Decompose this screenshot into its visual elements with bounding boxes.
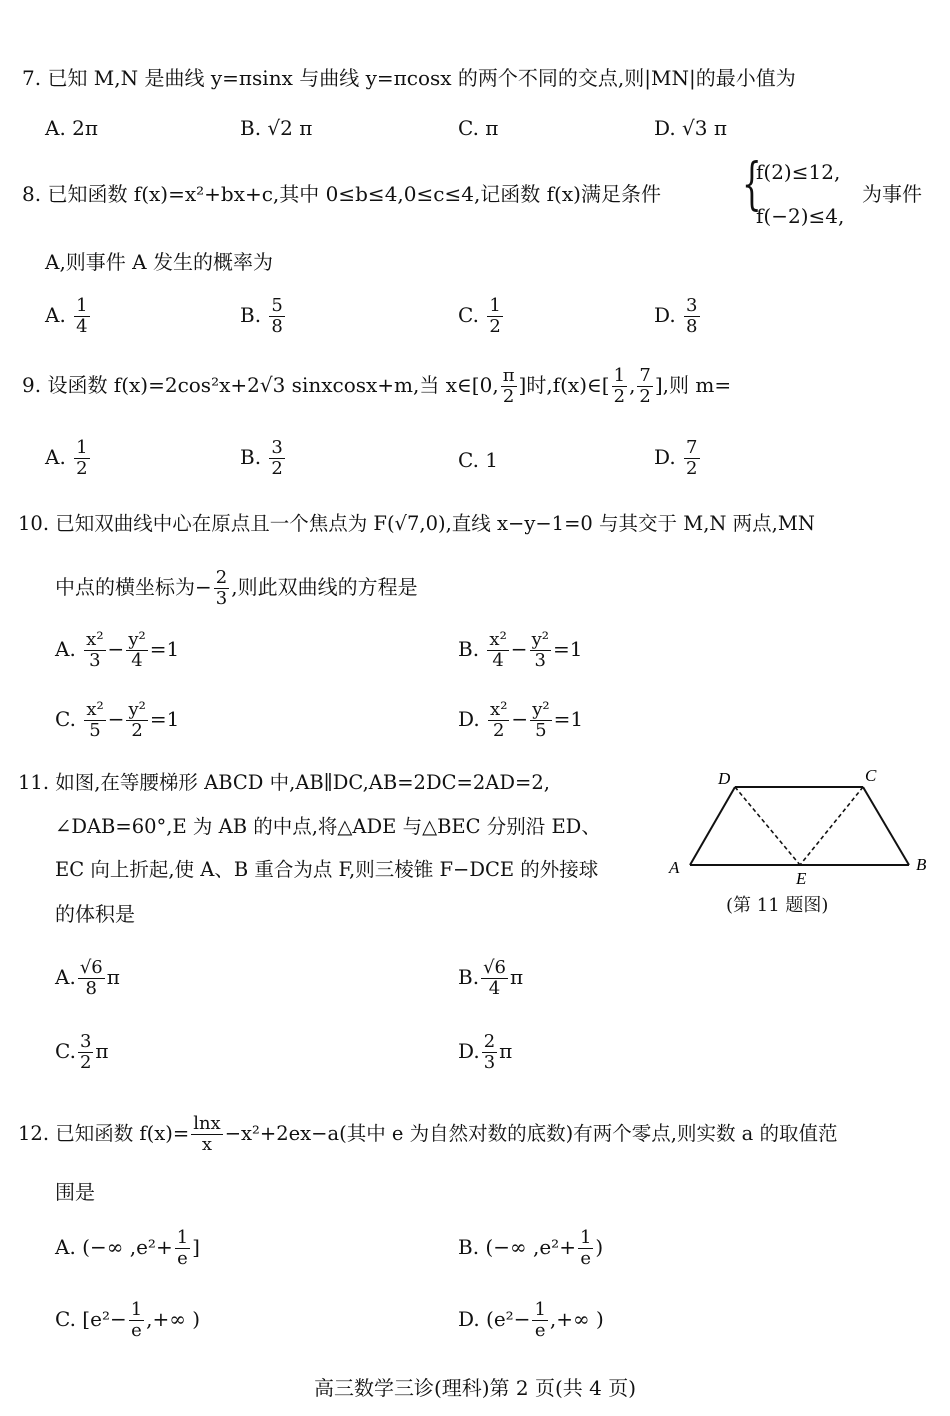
q11-option-d: D. $\frac{2}{3}$ π [458,1031,513,1073]
q7-stem: 7. 已知 M,N 是曲线 y=πsinx 与曲线 y=πcosx 的两个不同的交点,则|MN|的最小值为 [22,66,796,90]
label-c: C [865,766,877,785]
q8-option-b [240,296,287,337]
q10-option-d: D. $\frac{\text{x²}}{2}$ − $\frac{\text{y²}}{5}$ =1 [458,699,584,741]
q11-line-2: ∠DAB=60°,E 为 AB 的中点,将△ADE 与△BEC 分别沿 ED、 [55,815,601,838]
q8-stem-tail: 为事件 [862,182,922,206]
q10-option-b: B. $\frac{\text{x²}}{4}$ − $\frac{\text{y²}}{3}$ =1 [458,629,583,671]
trapezoid-figure [665,760,940,885]
q8-option-c [458,296,505,337]
edge-cb [863,787,909,865]
q7-option-b: B. √2 π [240,116,313,140]
q9-option-a [45,438,92,479]
label-e: E [796,869,807,885]
q11-line-3: EC 向上折起,使 A、B 重合为点 F,则三棱锥 F−DCE 的外接球 [55,858,599,881]
q10-option-a: A. $\frac{\text{x²}}{3}$ − $\frac{\text{y²}}{4}$ =1 [55,629,180,671]
q12-option-d: D. (e²− $\frac{1}{e}$ ,+∞ ) [458,1299,604,1341]
q12-option-b: B. (−∞ ,e²+ $\frac{1}{e}$ ) [458,1227,604,1269]
fraction: $\frac{3}{2}$ [271,437,283,479]
fraction: $\frac{1}{2}$ [76,437,88,479]
q11-line-1: 11. 如图,在等腰梯形 ABCD 中,AB∥DC,AB=2DC=2AD=2, [18,771,550,794]
figure-caption: (第 11 题图) [726,895,829,916]
option-label: C. [458,303,479,327]
label-d: D [718,769,731,788]
option-label: B. [240,303,262,327]
q11-option-c: C. $\frac{3}{2}$ π [55,1031,109,1073]
fold-ce [800,787,863,865]
option-label: D. [654,445,676,469]
q9-stem: 9. 设函数 f(x)=2cos²x+2√3 sinxcosx+m,当 x∈[0, $\frac{\pi}{2}$ ]时,f(x)∈[ $\frac{1}{2}$ , $\frac{7}{2}$ ],则 m= [22,365,732,407]
q12-option-a: A. (−∞ ,e²+ $\frac{1}{e}$ ] [55,1227,200,1269]
q12-stem-2: 围是 [55,1180,95,1204]
fraction: $\frac{1}{4}$ [76,295,88,337]
q8-cond-2: f(−2)≤4, [756,204,845,228]
option-label: A. [45,303,66,327]
q8-brace: { [742,152,762,217]
q8-stem-1: 8. 已知函数 f(x)=x²+bx+c,其中 0≤b≤4,0≤c≤4,记函数 f(x)满足条件 [22,182,661,206]
q7-option-d: D. √3 π [654,116,728,140]
q12-option-c: C. [e²− $\frac{1}{e}$ ,+∞ ) [55,1299,201,1341]
q7-option-a: A. 2π [45,116,99,140]
label-a: A [669,858,680,877]
fold-de [735,787,800,865]
q8-cond-1: f(2)≤12, [756,160,841,184]
q9-option-c: C. 1 [458,448,499,472]
page-footer: 高三数学三诊(理科)第 2 页(共 4 页) [313,1376,637,1400]
q11-line-4: 的体积是 [55,902,135,926]
label-b: B [916,855,927,874]
option-label: D. [654,303,676,327]
q8-stem-2: A,则事件 A 发生的概率为 [45,250,273,274]
q12-stem-1: 12. 已知函数 f(x)= $\frac{\ln x}{x}$ −x²+2ex−a(其中 e 为自然对数的底数)有两个零点,则实数 a 的取值范 [18,1113,838,1155]
q9-option-b [240,438,287,479]
q10-stem-2: 中点的横坐标为− $\frac{2}{3}$ ,则此双曲线的方程是 [55,567,418,609]
q7-option-c: C. π [458,116,499,140]
fraction: $\frac{1}{2}$ [489,295,501,337]
q11-option-b: B. $\frac{√6}{4}$ π [458,957,524,999]
fraction: $\frac{7}{2}$ [639,365,651,407]
q11-option-a: A. $\frac{√6}{8}$ π [55,957,120,999]
q8-option-d [654,296,702,337]
fraction: $\frac{5}{8}$ [271,295,283,337]
option-label: B. [240,445,262,469]
q9-option-d [654,438,702,479]
option-label: A. [45,445,66,469]
fraction: $\frac{\pi}{2}$ [502,365,515,407]
fraction: $\frac{1}{2}$ [613,365,626,407]
q10-option-c: C. $\frac{\text{x²}}{5}$ − $\frac{\text{y²}}{2}$ =1 [55,699,180,741]
fraction: $\frac{2}{3}$ [215,567,228,609]
edge-ad [690,787,735,865]
fraction: $\frac{7}{2}$ [686,437,698,479]
q10-stem-1: 10. 已知双曲线中心在原点且一个焦点为 F(√7,0),直线 x−y−1=0 与其交于 M,N 两点,MN [18,512,815,535]
fraction: $\frac{3}{8}$ [686,295,698,337]
q8-option-a [45,296,92,337]
